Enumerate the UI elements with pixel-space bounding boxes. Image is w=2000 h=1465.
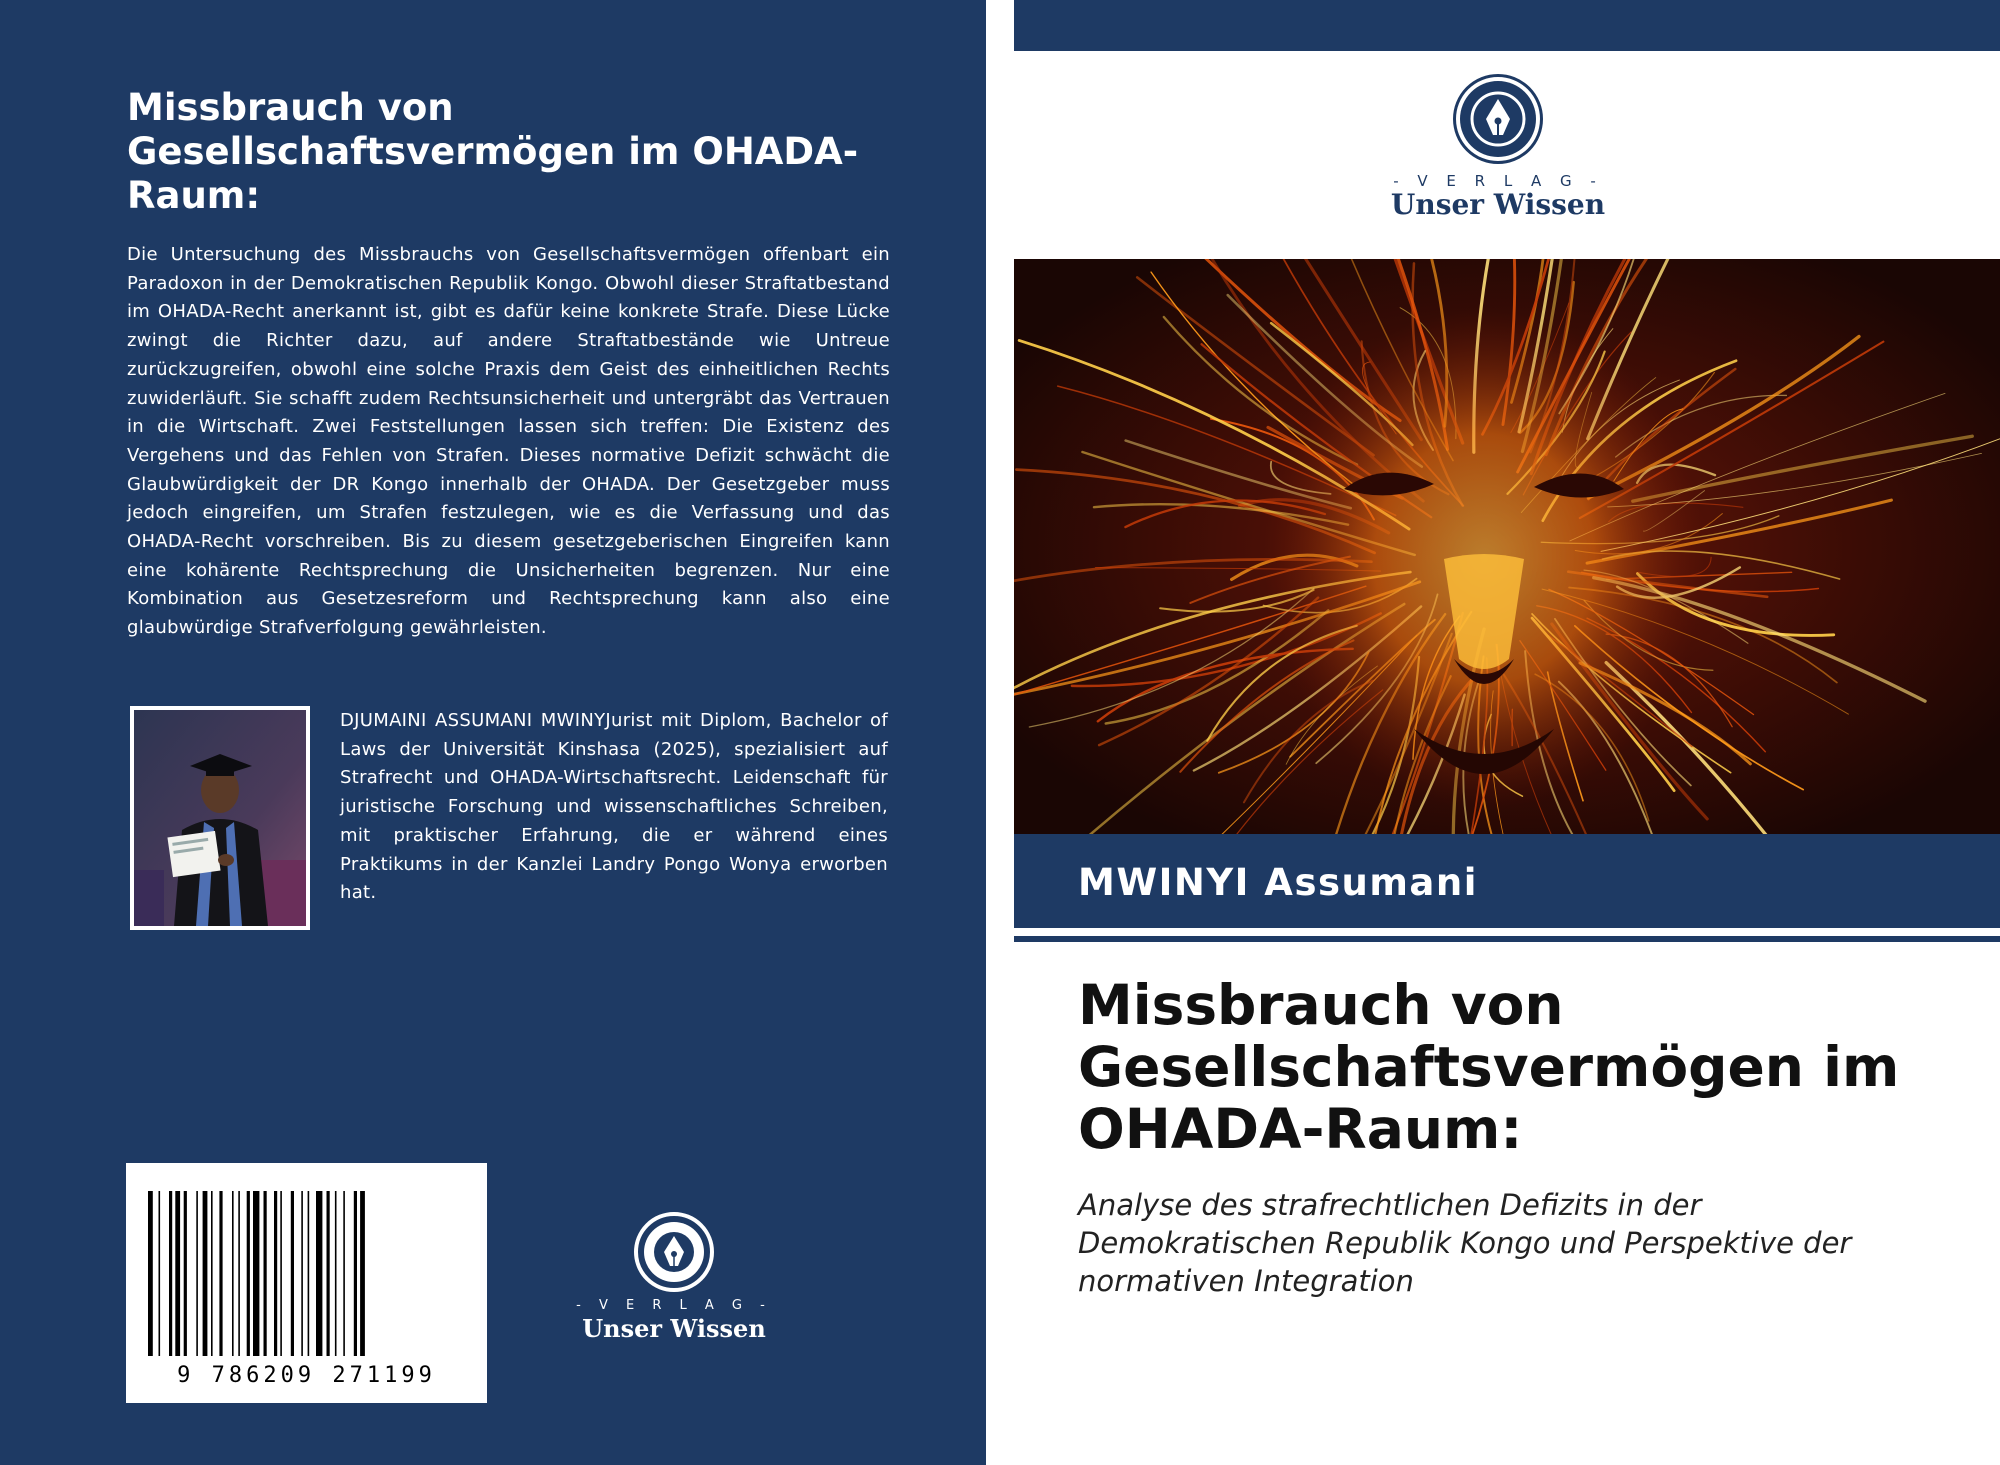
front-cover-top-bar [1014,0,2000,51]
author-portrait-photo [130,706,310,930]
barcode-bar [175,1191,180,1356]
barcode-bar [316,1191,322,1356]
front-divider-rule [1014,936,2000,942]
barcode-bar [238,1191,240,1356]
publisher-name: Unser Wissen [582,1314,766,1343]
isbn-barcode [126,1163,487,1403]
author-portrait-graphic [134,710,306,926]
barcode-bar [159,1191,161,1356]
barcode-bar [211,1191,213,1356]
publisher-emblem-front [1453,74,1543,164]
front-author-name: MWINYI Assumani [1078,861,1478,904]
author-biography: DJUMAINI ASSUMANI MWINYJurist mit Diplom, Bachelor of Laws der Universität Kinshasa (2025), spezialisiert auf Strafrecht und OHADA-Wirtschaftsrecht. Leidenschaft für juristische Forschung und wissenschaftliches Schreiben, mit praktischer Erfahrung, die er während eines Praktikums in der Kanzlei Landry Pongo Wonya erworben hat. [340,710,888,904]
barcode-bar [184,1191,187,1356]
publisher-verlag-label: - V E R L A G - [576,1298,772,1313]
author-band [1014,834,2000,928]
publisher-logo-back [566,1212,782,1342]
publisher-emblem [634,1212,714,1292]
barcode-bar [264,1191,267,1356]
isbn-digits: 9 786209 271199 [177,1363,436,1388]
barcode-bar [203,1191,208,1356]
lion-fire-illustration [1014,259,2000,834]
barcode-bar [219,1191,222,1356]
publisher-name-front: Unser Wissen [1390,188,1606,221]
barcode-bar [354,1191,357,1356]
barcode-bar [280,1191,282,1356]
back-cover [0,0,986,1465]
publisher-verlag-label-front: - V E R L A G - [1393,172,1603,190]
barcode-bar [148,1191,153,1356]
barcode-bar [291,1191,294,1356]
publisher-logo-front [1390,74,1606,224]
barcode-bar [327,1191,330,1356]
barcode-bar [274,1191,277,1356]
front-cover-subtitle: Analyse des strafrechtlichen Defizits in der Demokratischen Republik Kongo und Perspektive der normativen Integration [1078,1188,1852,1298]
barcode-bar [169,1191,172,1356]
barcode-bar [247,1191,250,1356]
barcode-bar [232,1191,234,1356]
back-cover-description: Die Untersuchung des Missbrauchs von Gesellschaftsvermögen offenbart ein Paradoxon in der Demokratischen Republik Kongo. Obwohl dieser Straftatbestand im OHADA-Recht anerkannt ist, gibt es dafür keine konkrete Strafe. Diese Lücke zwingt die Richter dazu, auf andere Straftatbestände wie Untreue zurückzugreifen, obwohl eine solche Praxis dem Geist des einheitlichen Rechts zuwiderläuft. Sie schafft zudem Rechtsunsicherheit und untergräbt das Vertrauen in die Wirtschaft. Zwei Feststellungen lassen sich treffen: Die Existenz des Vergehens und das Fehlen von Strafen. Dieses normative Defizit schwächt die Glaubwürdigkeit der DR Kongo innerhalb der OHADA. Der Gesetzgeber muss jedoch eingreifen, um Strafen festzulegen, wie es die Verfassung und das OHADA-Recht vorschreiben. Bis zu diesem gesetzgeberischen Eingreifen kann eine kohärente Rechtsprechung die Unsicherheiten begrenzen. Nur eine Kombination aus Gesetzesreform und Rechtsprechung kann also eine glaubwürdige Strafverfolgung gewährleisten. [127,244,890,639]
fountain-pen-nib-icon [638,1216,710,1288]
barcode-bar [343,1191,345,1356]
barcode-bar [308,1191,310,1356]
barcode-bar [253,1191,259,1356]
back-cover-title: Missbrauch von Gesellschaftsvermögen im OHADA-Raum: [127,86,859,217]
barcode-bar [335,1191,337,1356]
lion-fire-graphic [1014,259,2000,834]
barcode-bar [196,1191,198,1356]
fountain-pen-nib-icon [1456,77,1540,161]
front-cover-title: Missbrauch von Gesellschaftsvermögen im OHADA-Raum: [1078,973,1900,1161]
barcode-bar [301,1191,303,1356]
barcode-bars [126,1163,487,1363]
barcode-bar [360,1191,365,1356]
